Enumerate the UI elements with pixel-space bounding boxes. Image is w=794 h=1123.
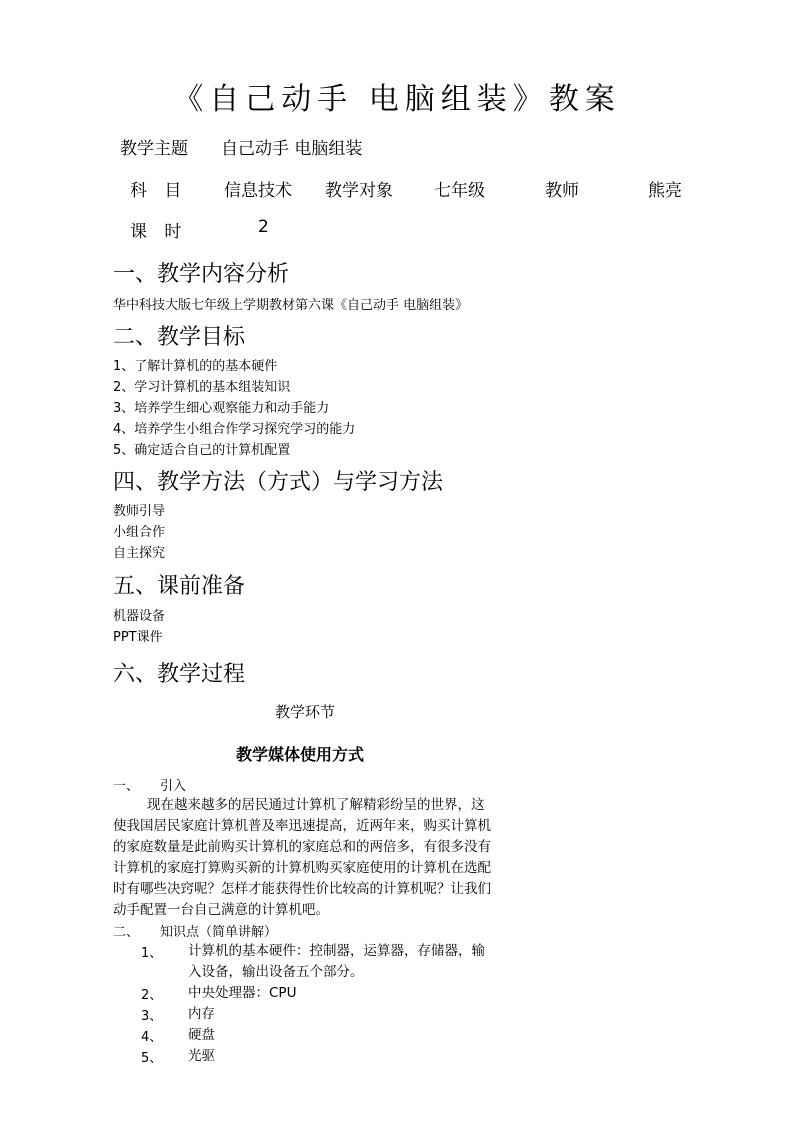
section-heading-goals: 二、教学目标 bbox=[113, 325, 246, 350]
point-number: 4、 bbox=[141, 1030, 163, 1045]
intro-paragraph-line: 现在越来越多的居民通过计算机了解精彩纷呈的世界，这 bbox=[147, 797, 485, 813]
hours-label: 课 时 bbox=[130, 222, 188, 242]
section-heading-preparation: 五、课前准备 bbox=[113, 574, 246, 599]
content-analysis-text: 华中科技大版七年级上学期教材第六课《自己动手 电脑组装》 bbox=[113, 298, 469, 313]
method-item: 小组合作 bbox=[113, 525, 166, 540]
point-number: 1、 bbox=[141, 946, 163, 961]
teaching-link-label: 教学环节 bbox=[275, 703, 336, 721]
goal-item: 3、培养学生细心观察能力和动手能力 bbox=[113, 401, 330, 416]
teacher-label: 教师 bbox=[545, 181, 579, 201]
intro-paragraph-line: 使我国居民家庭计算机普及率迅速提高，近两年来，购买计算机 bbox=[113, 818, 491, 834]
point-text: 硬盘 bbox=[188, 1027, 215, 1043]
media-usage-label: 教学媒体使用方式 bbox=[236, 745, 365, 764]
preparation-item: PPT课件 bbox=[113, 630, 163, 645]
intro-paragraph-line: 时有哪些决窍呢？怎样才能获得性价比较高的计算机呢？让我们 bbox=[113, 881, 491, 897]
point-text: 入设备，输出设备五个部分。 bbox=[188, 964, 364, 980]
audience-value: 七年级 bbox=[434, 181, 485, 201]
goal-item: 2、学习计算机的基本组装知识 bbox=[113, 380, 291, 395]
preparation-item: 机器设备 bbox=[113, 609, 166, 624]
point-text: 计算机的基本硬件：控制器，运算器，存储器，输 bbox=[188, 943, 485, 959]
intro-paragraph-line: 计算机的家庭打算购买新的计算机购买家庭使用的计算机在选配 bbox=[113, 860, 491, 876]
subject-value: 信息技术 bbox=[224, 181, 292, 201]
step-number: 一、 bbox=[113, 779, 140, 794]
theme-label: 教学主题 bbox=[120, 139, 188, 159]
audience-label: 教学对象 bbox=[325, 181, 393, 201]
point-number: 2、 bbox=[141, 988, 163, 1003]
intro-paragraph-line: 动手配置一台自己满意的计算机吧。 bbox=[113, 902, 329, 918]
step-number: 二、 bbox=[113, 925, 140, 940]
point-text: 中央处理器：CPU bbox=[188, 985, 297, 1001]
point-text: 内存 bbox=[188, 1006, 215, 1022]
goal-item: 5、确定适合自己的计算机配置 bbox=[113, 443, 291, 458]
section-heading-process: 六、教学过程 bbox=[113, 662, 246, 687]
intro-paragraph-line: 的家庭数量是此前购买计算机的家庭总和的两倍多，有很多没有 bbox=[113, 839, 491, 855]
point-number: 3、 bbox=[141, 1009, 163, 1024]
point-text: 光驱 bbox=[188, 1048, 215, 1064]
teacher-value: 熊亮 bbox=[648, 181, 682, 201]
step-label-knowledge: 知识点（简单讲解） bbox=[160, 925, 278, 940]
goal-item: 1、了解计算机的的基本硬件 bbox=[113, 359, 278, 374]
theme-value: 自己动手 电脑组装 bbox=[221, 139, 363, 159]
subject-label: 科 目 bbox=[130, 181, 188, 201]
point-number: 5、 bbox=[141, 1051, 163, 1066]
section-heading-content-analysis: 一、教学内容分析 bbox=[113, 262, 290, 287]
method-item: 自主探究 bbox=[113, 546, 166, 561]
section-heading-methods: 四、教学方法（方式）与学习方法 bbox=[113, 470, 444, 495]
goal-item: 4、培养学生小组合作学习探究学习的能力 bbox=[113, 422, 356, 437]
hours-value: 2 bbox=[258, 217, 269, 237]
step-label-intro: 引入 bbox=[160, 779, 187, 794]
method-item: 教师引导 bbox=[113, 504, 166, 519]
document-title: 《自己动手 电脑组装》教案 bbox=[173, 82, 621, 117]
